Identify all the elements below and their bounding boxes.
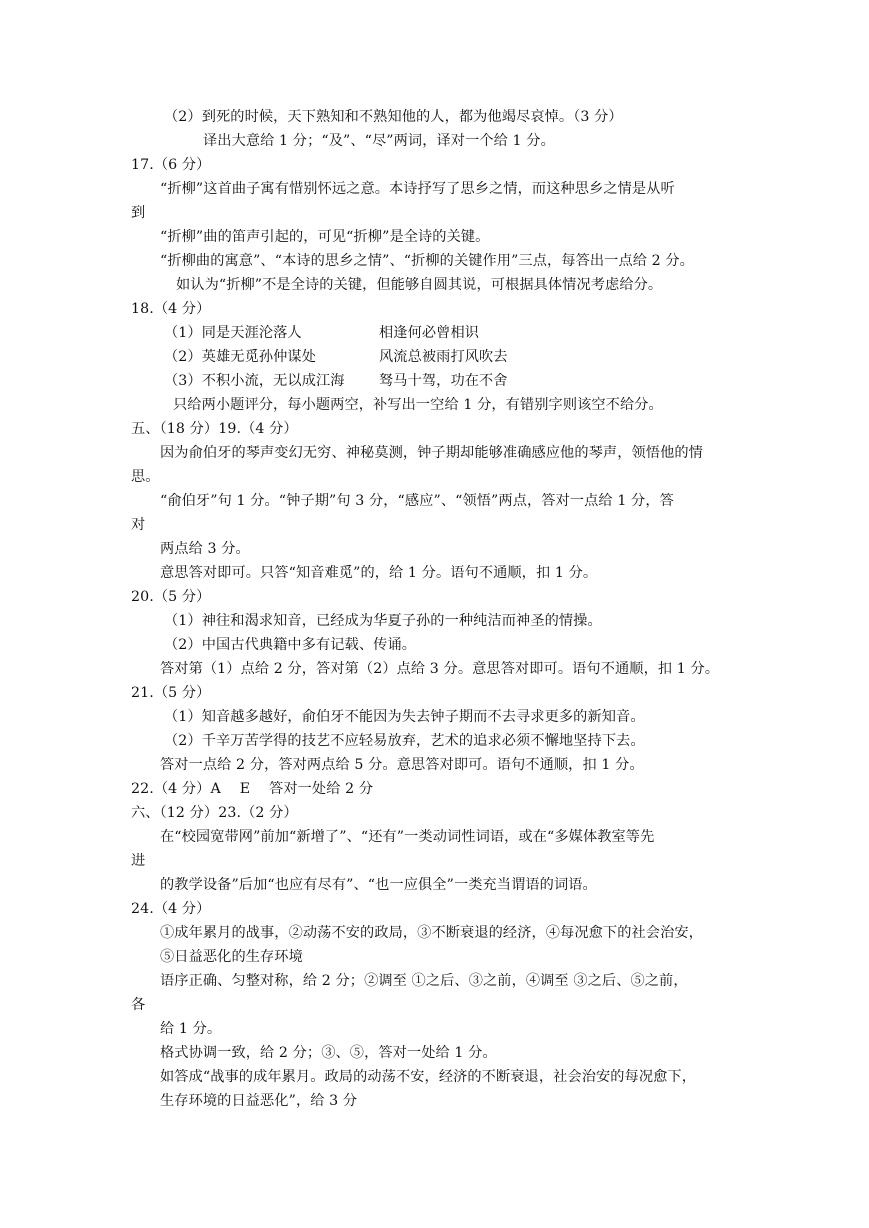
text-line: 在“校园宽带网”前加“新增了”、“还有”一类动词性词语，或在“多媒体教室等先	[160, 829, 655, 845]
question-heading: 21.（5 分）	[131, 685, 211, 701]
question-heading: 20.（5 分）	[131, 589, 211, 605]
text-line: 如答成“战事的成年累月。政局的动荡不安，经济的不断衰退，社会治安的每况愈下，	[160, 1069, 696, 1085]
text-line: 如认为“折柳”不是全诗的关键，但能够自圆其说，可根据具体情况考虑给分。	[176, 277, 663, 293]
question-heading: 17.（6 分）	[131, 157, 211, 173]
text-line: 答对一点给 2 分，答对两点给 5 分。意思答对即可。语句不通顺，扣 1 分。	[160, 757, 644, 773]
text-line: 风流总被雨打风吹去	[379, 349, 508, 365]
section-heading: 六、（12 分）23.（2 分）	[131, 805, 298, 821]
question-heading: 22.（4 分）A E 答对一处给 2 分	[131, 781, 374, 797]
text-line: 对	[131, 517, 146, 533]
question-heading: 24.（4 分）	[131, 901, 211, 917]
text-line: 进	[131, 853, 146, 869]
text-line: （3）不积小流，无以成江海	[164, 373, 345, 389]
text-line: （2）中国古代典籍中多有记载、传诵。	[164, 637, 417, 653]
text-line: 生存环境的日益恶化”，给 3 分	[160, 1093, 358, 1109]
text-line: （1）神往和渴求知音，已经成为华夏子孙的一种纯洁而神圣的情操。	[164, 613, 602, 629]
text-line: “折柳”曲的笛声引起的，可见“折柳”是全诗的关键。	[160, 229, 490, 245]
text-line: 格式协调一致，给 2 分；③、⑤，答对一处给 1 分。	[160, 1045, 497, 1061]
text-line: 译出大意给 1 分；“及”、“尽”两词，译对一个给 1 分。	[203, 133, 555, 149]
text-line: 答对第（1）点给 2 分，答对第（2）点给 3 分。意思答对即可。语句不通顺，扣 1 分。	[160, 661, 720, 677]
text-line: 的教学设备”后加“也应有尽有”、“也一应俱全”一类充当谓语的词语。	[160, 877, 597, 893]
text-line: （1）同是天涯沦落人	[164, 325, 302, 341]
text-line: “俞伯牙”句 1 分。“钟子期”句 3 分，“感应”、“领悟”两点，答对一点给 1 分，答	[160, 493, 674, 509]
text-line: ①成年累月的战事，②动荡不安的政局，③不断衰退的经济，④每况愈下的社会治安，	[160, 925, 703, 941]
text-line: （2）千辛万苦学得的技艺不应轻易放弃，艺术的追求必须不懈地坚持下去。	[164, 733, 645, 749]
text-line: 给 1 分。	[160, 1021, 222, 1037]
text-line: ⑤日益恶化的生存环境	[160, 949, 303, 965]
text-line: 到	[131, 205, 146, 221]
text-line: 思。	[131, 469, 160, 485]
section-heading: 五、（18 分）19.（4 分）	[131, 421, 298, 437]
text-line: “折柳曲的寓意”、“本诗的思乡之情”、“折柳的关键作用”三点，每答出一点给 2 分。	[160, 253, 694, 269]
text-line: 各	[131, 997, 146, 1013]
text-line: 因为俞伯牙的琴声变幻无穷、神秘莫测，钟子期却能够准确感应他的琴声，领悟他的情	[160, 445, 703, 461]
text-line: 驽马十驾，功在不舍	[379, 373, 508, 389]
text-line: （2）到死的时候，天下熟知和不熟知他的人，都为他竭尽哀悼。（3 分）	[164, 109, 623, 125]
question-heading: 18.（4 分）	[131, 301, 211, 317]
text-line: 只给两小题评分，每小题两空，补写出一空给 1 分，有错别字则该空不给分。	[173, 397, 663, 413]
text-line: （2）英雄无觅孙仲谋处	[164, 349, 317, 365]
text-line: （1）知音越多越好，俞伯牙不能因为失去钟子期而不去寻求更多的新知音。	[164, 709, 645, 725]
text-line: 语序正确、匀整对称，给 2 分；②调至 ①之后、③之前，④调至 ③之后、⑤之前，	[160, 973, 688, 989]
text-line: 相逢何必曾相识	[379, 325, 480, 341]
text-line: “折柳”这首曲子寓有惜别怀远之意。本诗抒写了思乡之情，而这种思乡之情是从听	[160, 181, 675, 197]
text-line: 意思答对即可。只答“知音难觅”的，给 1 分。语句不通顺，扣 1 分。	[160, 565, 598, 581]
text-line: 两点给 3 分。	[160, 541, 250, 557]
